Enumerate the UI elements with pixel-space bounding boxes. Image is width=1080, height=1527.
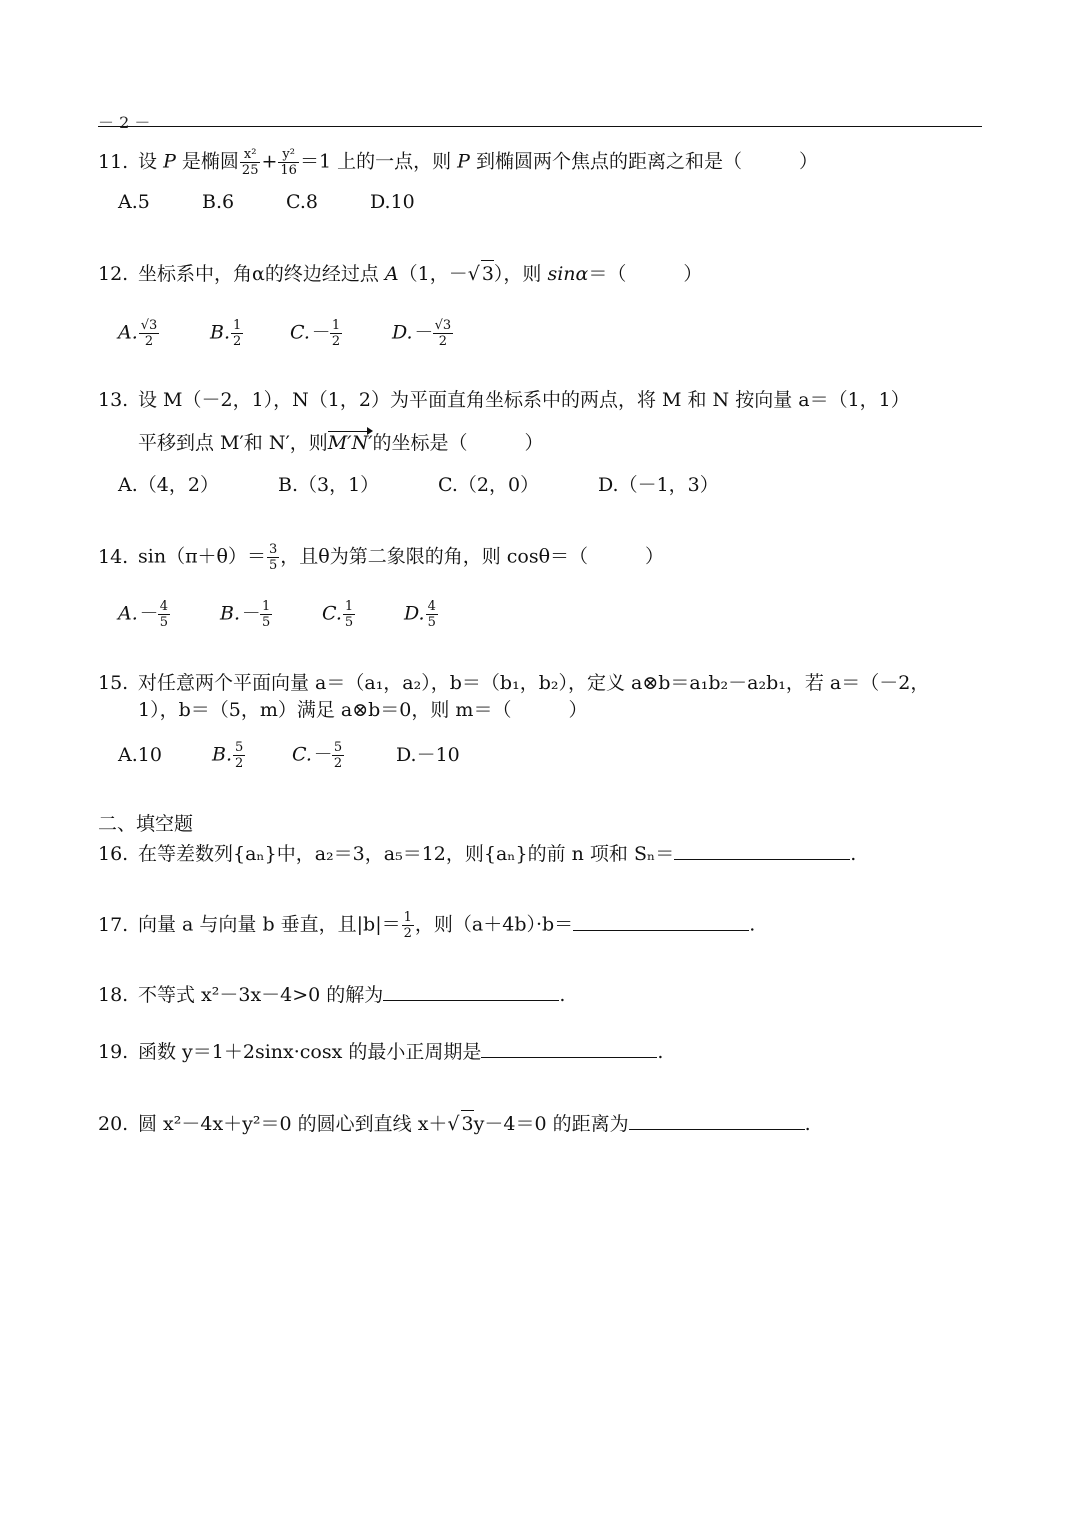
- option-a: A.10: [118, 743, 162, 766]
- question-number: 17.: [98, 913, 129, 936]
- option-a: A.5: [118, 191, 150, 213]
- question-18: 18. 不等式 x²－3x－4>0 的解为 .: [98, 984, 566, 1006]
- question-13: 13. 设 M（－2，1），N（1，2）为平面直角坐标系中的两点，将 M 和 N 按向量 a＝（1，1）: [98, 389, 910, 411]
- vector-mn: M′N′: [327, 432, 373, 454]
- question-number: 14.: [98, 545, 129, 568]
- question-number: 15.: [98, 672, 129, 694]
- question-15-line-2: 1），b＝（5，m）满足 a⊗b＝0，则 m＝（ ）: [138, 699, 588, 721]
- options-15: [118, 740, 460, 771]
- question-15: 15. 对任意两个平面向量 a＝（a₁，a₂），b＝（b₁，b₂），定义 a⊗b＝a₁b₂－a₂b₁，若 a＝（－2，: [98, 672, 930, 694]
- option-c: C. $\frac{1}{5}$: [322, 599, 354, 630]
- question-number: 20.: [98, 1113, 129, 1135]
- option-a: A.－ $\frac{4}{5}$: [118, 599, 169, 630]
- option-b: B.－ $\frac{1}{5}$: [220, 599, 271, 630]
- question-number: 18.: [98, 984, 129, 1006]
- page-number: － 2 －: [98, 113, 151, 132]
- option-b: B. $\frac{1}{2}$: [210, 318, 242, 349]
- question-14: 14. sin（π＋θ）＝ $\frac{3}{5}$ ，且θ为第二象限的角，则 cosθ＝（ ）: [98, 542, 665, 573]
- option-b: B.6: [202, 191, 235, 213]
- options-12: [118, 318, 454, 349]
- question-19: 19. 函数 y＝1＋2sinx·cosx 的最小正周期是 .: [98, 1041, 664, 1063]
- question-20: 20. 圆 x²－4x＋y²＝0 的圆心到直线 x＋√ 3y－4＝0 的距离为 .: [98, 1110, 811, 1137]
- option-d: D.－ $\frac{√3}{2}$: [392, 318, 452, 349]
- question-number: 11.: [98, 150, 129, 173]
- answer-blank[interactable]: [629, 1111, 805, 1130]
- option-a: A. $\frac{√3}{2}$: [118, 318, 158, 349]
- option-c: C.－ $\frac{1}{2}$: [290, 318, 341, 349]
- option-d: D. $\frac{4}{5}$: [404, 599, 436, 630]
- question-number: 12.: [98, 263, 129, 285]
- answer-blank[interactable]: [674, 841, 850, 860]
- option-c: C.8: [286, 191, 318, 213]
- option-c: C.（2，0）: [438, 474, 540, 496]
- answer-blank[interactable]: [383, 982, 559, 1001]
- option-b: B. $\frac{5}{2}$: [212, 740, 244, 771]
- option-c: C.－ $\frac{5}{2}$: [292, 740, 343, 771]
- option-b: B.（3，1）: [278, 474, 380, 496]
- question-12: 12. 坐标系中，角α的终边经过点 A（1，－√ 3），则 sinα＝（ ）: [98, 260, 702, 287]
- question-17: 17. 向量 a 与向量 b 垂直，且|b|＝ $\frac{1}{2}$ ，则（a＋4b）·b＝ .: [98, 910, 756, 941]
- option-d: D.（－1，3）: [598, 474, 719, 496]
- option-a: A.（4，2）: [118, 474, 219, 496]
- question-13-line-2: 平移到点 M′和 N′，则M′N′的坐标是（ ）: [138, 432, 544, 454]
- question-number: 19.: [98, 1041, 129, 1063]
- option-d: D.10: [370, 191, 415, 213]
- question-number: 16.: [98, 843, 129, 865]
- option-d: D.－10: [396, 743, 460, 766]
- question-16: 16. 在等差数列{aₙ}中，a₂＝3，a₅＝12，则{aₙ}的前 n 项和 Sₙ＝ .: [98, 843, 857, 865]
- fraction-x2-25: $\frac{\text{x²}}{25}$: [241, 147, 259, 178]
- options-14: [118, 599, 439, 630]
- question-11: 11. 设 P 是椭圆 $\frac{\text{x²}}{25}$ + $\frac{\text{y²}}{16}$ ＝1 上的一点，则 P 到椭圆两个焦点的距离之和是（ ）: [98, 147, 818, 178]
- options-13: [118, 472, 719, 498]
- fraction-y2-16: $\frac{\text{y²}}{16}$: [280, 147, 297, 178]
- answer-blank[interactable]: [573, 912, 749, 931]
- question-number: 13.: [98, 389, 129, 411]
- options-11: [118, 189, 415, 215]
- answer-blank[interactable]: [481, 1039, 657, 1058]
- section-title: 二、填空题: [98, 813, 194, 835]
- header-rule: [98, 126, 982, 127]
